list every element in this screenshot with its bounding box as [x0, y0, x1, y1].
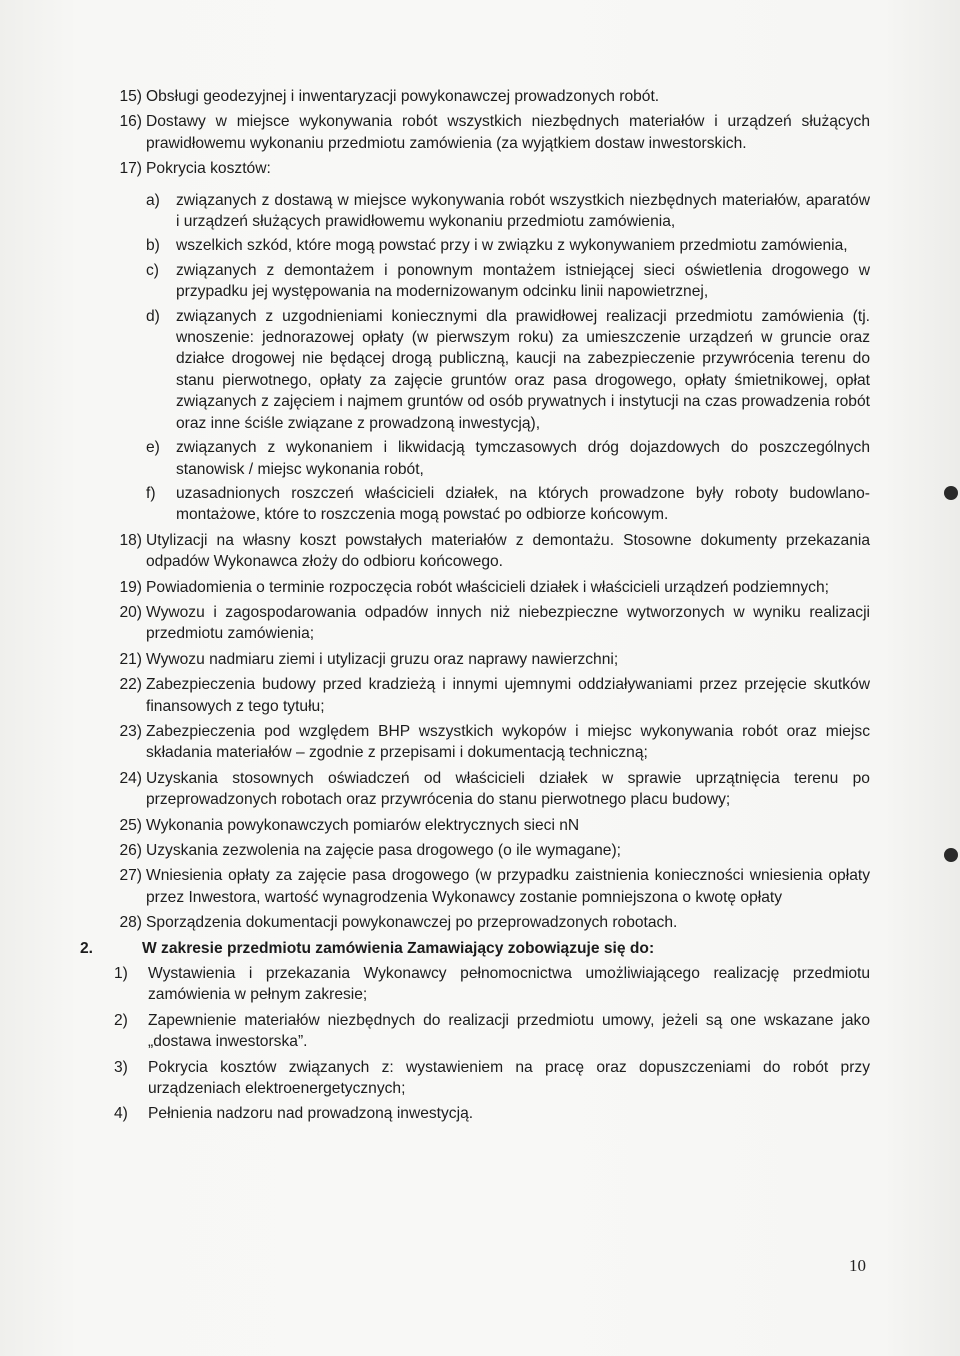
- list-text: Wniesienia opłaty za zajęcie pasa drogowego (w przypadku zaistnienia konieczności wniesienia opłaty przez Inwestora, wartość wynagrodzenia Wykonawcy zostanie pomniejszona o kwotę opłaty: [146, 867, 870, 906]
- list-text: Obsługi geodezyjnej i inwentaryzacji powykonawczej prowadzonych robót.: [146, 88, 660, 105]
- list-item-15: [100, 86, 870, 107]
- list-text: Pełnienia nadzoru nad prowadzoną inwestycją.: [148, 1105, 474, 1123]
- list-text: Wykonania powykonawczych pomiarów elektrycznych sieci nN: [146, 816, 580, 834]
- list-item-17: [100, 158, 870, 179]
- list-number: 15): [119, 88, 142, 105]
- sublist-text: związanych z demontażem i ponownym montażem istniejącej sieci oświetlenia drogowego w przypadku jej występowania na modernizowanym odcinku linii napowietrznej,: [176, 261, 870, 301]
- list-text: Wywozu i zagospodarowania odpadów innych niż niebezpieczne wytworzonych w wyniku realizacji przedmiotu zamówienia;: [146, 603, 870, 643]
- list-number: 1): [114, 965, 128, 983]
- document-body: [80, 86, 870, 1129]
- list-text: Sporządzenia dokumentacji powykonawczej po przeprowadzonych robotach.: [146, 914, 678, 932]
- list-item-22: [100, 674, 870, 717]
- sublist-item-f: [146, 483, 870, 526]
- list-item-21: [100, 649, 870, 670]
- list-item-24: [100, 768, 870, 811]
- sublist-item-b: [146, 235, 870, 256]
- sublist-letter: f): [146, 484, 156, 502]
- list-number: 24): [119, 769, 142, 787]
- list-text: Powiadomienia o terminie rozpoczęcia robót właścicieli działek i właścicieli urządzeń podziemnych;: [146, 578, 829, 596]
- list-number: 22): [119, 676, 142, 694]
- list-item-20: [100, 602, 870, 645]
- sublist-item-d: [146, 306, 870, 434]
- list-text: Zabezpieczenia budowy przed kradzieżą i innymi ujemnymi oddziaływaniami przez przejęcie skutków finansowych z tego tytułu;: [146, 676, 870, 715]
- list-number: 18): [119, 531, 142, 549]
- list-number: 25): [119, 816, 142, 834]
- sublist-text: wszelkich szkód, które mogą powstać przy i w związku z wykonywaniem przedmiotu zamówienia,: [176, 237, 848, 255]
- list-number: 17): [119, 160, 142, 178]
- sublist-letter: d): [146, 307, 160, 325]
- punch-hole-mark: [944, 486, 958, 500]
- section-title: W zakresie przedmiotu zamówienia Zamawiający zobowiązuje się do:: [142, 939, 655, 957]
- punch-hole-mark: [944, 848, 958, 862]
- list-text: Uzyskania zezwolenia na zajęcie pasa drogowego (o ile wymagane);: [146, 842, 622, 859]
- list-number: 21): [119, 650, 142, 668]
- list-item-16: [100, 111, 870, 154]
- list-item-19: [100, 577, 870, 598]
- sublist-text: związanych z dostawą w miejsce wykonywania robót wszystkich niezbędnych materiałów, aparatów i urządzeń służących prawidłowemu wykonaniu przedmiotu zamówienia,: [176, 191, 870, 231]
- list-text: Uzyskania stosownych oświadczeń od właścicieli działek w sprawie uprzątnięcia terenu po przeprowadzonych robotach oraz przywrócenia do stanu pierwotnego placu budowy;: [146, 769, 870, 809]
- list-text: Utylizacji na własny koszt powstałych materiałów z demontażu. Stosowne dokumenty przekazania odpadów Wykonawca złoży do odbioru końcowego.: [146, 531, 870, 571]
- sublist-item-e: [146, 437, 870, 480]
- section-item-3: [100, 1057, 870, 1100]
- list-number: 3): [114, 1058, 128, 1076]
- page-number: 10: [849, 1256, 866, 1275]
- list-text: Zapewnienie materiałów niezbędnych do realizacji przedmiotu umowy, jeżeli są one wskazane jako „dostawa inwestorska”.: [148, 1011, 870, 1051]
- sublist-text: uzasadnionych roszczeń właścicieli działek, na których prowadzone były roboty budowlano-montażowe, które to roszczenia mogą powstać po odbiorze końcowym.: [176, 484, 870, 524]
- list-number: 4): [114, 1105, 128, 1123]
- list-number: 20): [119, 603, 142, 621]
- sublist-letter: a): [146, 191, 160, 209]
- sublist-letter: c): [146, 261, 159, 279]
- list-item-28: [100, 912, 870, 933]
- sublist-item-a: [146, 190, 870, 233]
- list-item-23: [100, 721, 870, 764]
- sublist-letter: b): [146, 237, 160, 255]
- list-number: 28): [119, 914, 142, 932]
- list-number: 26): [119, 842, 142, 859]
- list-text: Pokrycia kosztów:: [146, 160, 271, 178]
- list-text: Zabezpieczenia pod względem BHP wszystkich wykopów i miejsc wykonywania robót oraz miejsc składania materiałów – zgodnie z przepisami i dokumentacją techniczną;: [146, 722, 870, 762]
- list-number: 23): [119, 722, 142, 740]
- list-text: Pokrycia kosztów związanych z: wystawieniem na pracę oraz dopuszczeniami do robót przy urządzeniach elektroenergetycznych;: [148, 1058, 870, 1098]
- section-item-2: [100, 1010, 870, 1053]
- list-item-27: [100, 865, 870, 908]
- sublist-text: związanych z uzgodnieniami koniecznymi dla prawidłowej realizacji przedmiotu zamówienia (tj. wnoszenie: jednorazowej opłaty (w pierwszym roku) za umieszczenie urządzeń w gruncie oraz działce drogowej nie będącej drogą publiczną, kaucji na zabezpieczenie przywrócenia terenu do stanu pierwotnego, opłaty za zajęcie gruntów oraz pasa drogowego, opłaty śmietnikowej, opłat związanych z zajęciem i najmem gruntów od osób prywatnych i instytucji na czas prowadzenia robót oraz inne ściśle związane z prowadzoną inwestycją),: [176, 307, 870, 432]
- list-number: 16): [119, 113, 142, 131]
- sublist-text: związanych z wykonaniem i likwidacją tymczasowych dróg dojazdowych do poszczególnych stanowisk / miejsc wykonania robót,: [176, 439, 870, 478]
- list-number: 27): [119, 867, 142, 885]
- list-item-25: [100, 815, 870, 836]
- list-text: Wywozu nadmiaru ziemi i utylizacji gruzu oraz naprawy nawierzchni;: [146, 650, 619, 668]
- list-text: Dostawy w miejsce wykonywania robót wszystkich niezbędnych materiałów i urządzeń służących prawidłowemu wykonaniu przedmiotu zamówienia (za wyjątkiem dostaw inwestorskich.: [146, 113, 870, 152]
- sublist-letter: e): [146, 439, 160, 457]
- list-item-18: [100, 530, 870, 573]
- section-heading: [80, 938, 870, 959]
- section-number: 2.: [80, 939, 94, 957]
- list-number: 2): [114, 1011, 128, 1029]
- list-item-26: [100, 840, 870, 861]
- list-number: 19): [119, 578, 142, 596]
- section-item-1: [100, 963, 870, 1006]
- list-text: Wystawienia i przekazania Wykonawcy pełnomocnictwa umożliwiającego realizację przedmiotu zamówienia w pełnym zakresie;: [148, 965, 870, 1004]
- section-item-4: [100, 1103, 870, 1124]
- sublist-item-c: [146, 260, 870, 303]
